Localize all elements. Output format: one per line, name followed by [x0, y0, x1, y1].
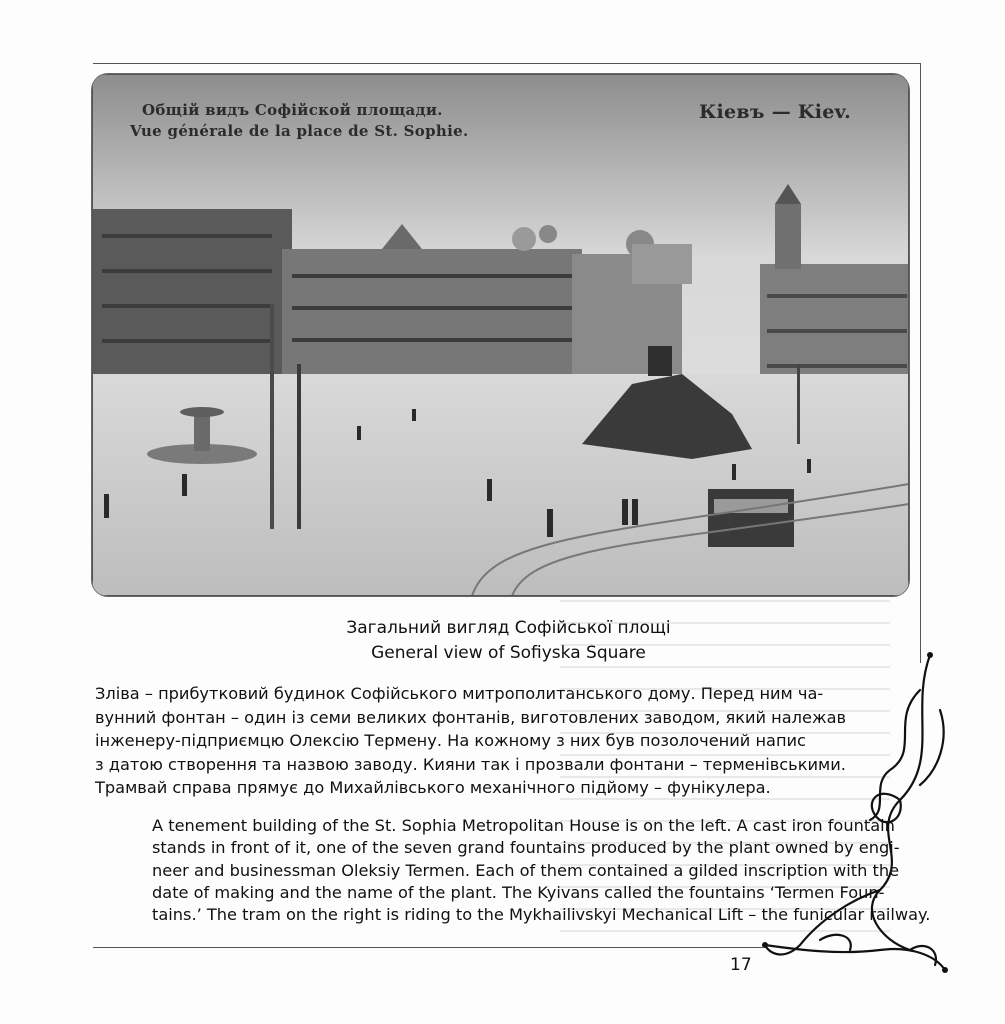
text-line: A tenement building of the St. Sophia Metropolitan House is on the left. A cast iron fountain — [152, 816, 895, 835]
text-line: вунний фонтан – один із семи великих фонтанів, виготовлених заводом, який належав — [95, 707, 847, 727]
postcard-city-label: Кіевъ — Kiev. — [698, 101, 851, 123]
text-line: tains.’ The tram on the right is riding to the Mykhailivskyi Mechanical Lift – the funicular railway. — [152, 905, 931, 925]
page-number: 17 — [730, 955, 752, 975]
text-line: Зліва – прибутковий будинок Софійського митрополитанського дому. Перед ним ча- — [95, 684, 824, 703]
top-rule — [93, 63, 921, 64]
historic-square-illustration — [92, 74, 909, 596]
postcard-title-russian: Общій видъ Софійской площади. — [142, 101, 443, 119]
caption-english: General view of Sofiyska Square — [371, 643, 646, 663]
body-text-ukrainian — [95, 682, 847, 800]
bottom-rule — [93, 947, 763, 948]
body-text-english — [152, 815, 931, 926]
text-line: neer and businessman Oleksiy Termen. Each of them contained a gilded inscription with the — [152, 860, 900, 880]
text-line: date of making and the name of the plant. The Kyivans called the fountains ‘Termen Foun- — [152, 882, 885, 902]
text-line: інженеру-підприємцю Олексію Термену. На кожному з них був позолочений напис — [95, 731, 806, 750]
text-line: Трамвай справа прямує до Михайлівського механічного підйому – фунікулера. — [95, 778, 771, 797]
postcard-photo — [92, 74, 909, 596]
decorative-flourish-icon — [760, 650, 955, 980]
postcard-title-french: Vue générale de la place de St. Sophie. — [130, 122, 469, 140]
text-line: stands in front of it, one of the seven grand fountains produced by the plant owned by engi- — [152, 838, 900, 858]
text-line: з датою створення та назвою заводу. Кияни так і прозвали фонтани – терменівськими. — [95, 754, 846, 774]
right-rule — [920, 63, 921, 663]
caption-ukrainian: Загальний вигляд Софійської площі — [346, 618, 671, 638]
